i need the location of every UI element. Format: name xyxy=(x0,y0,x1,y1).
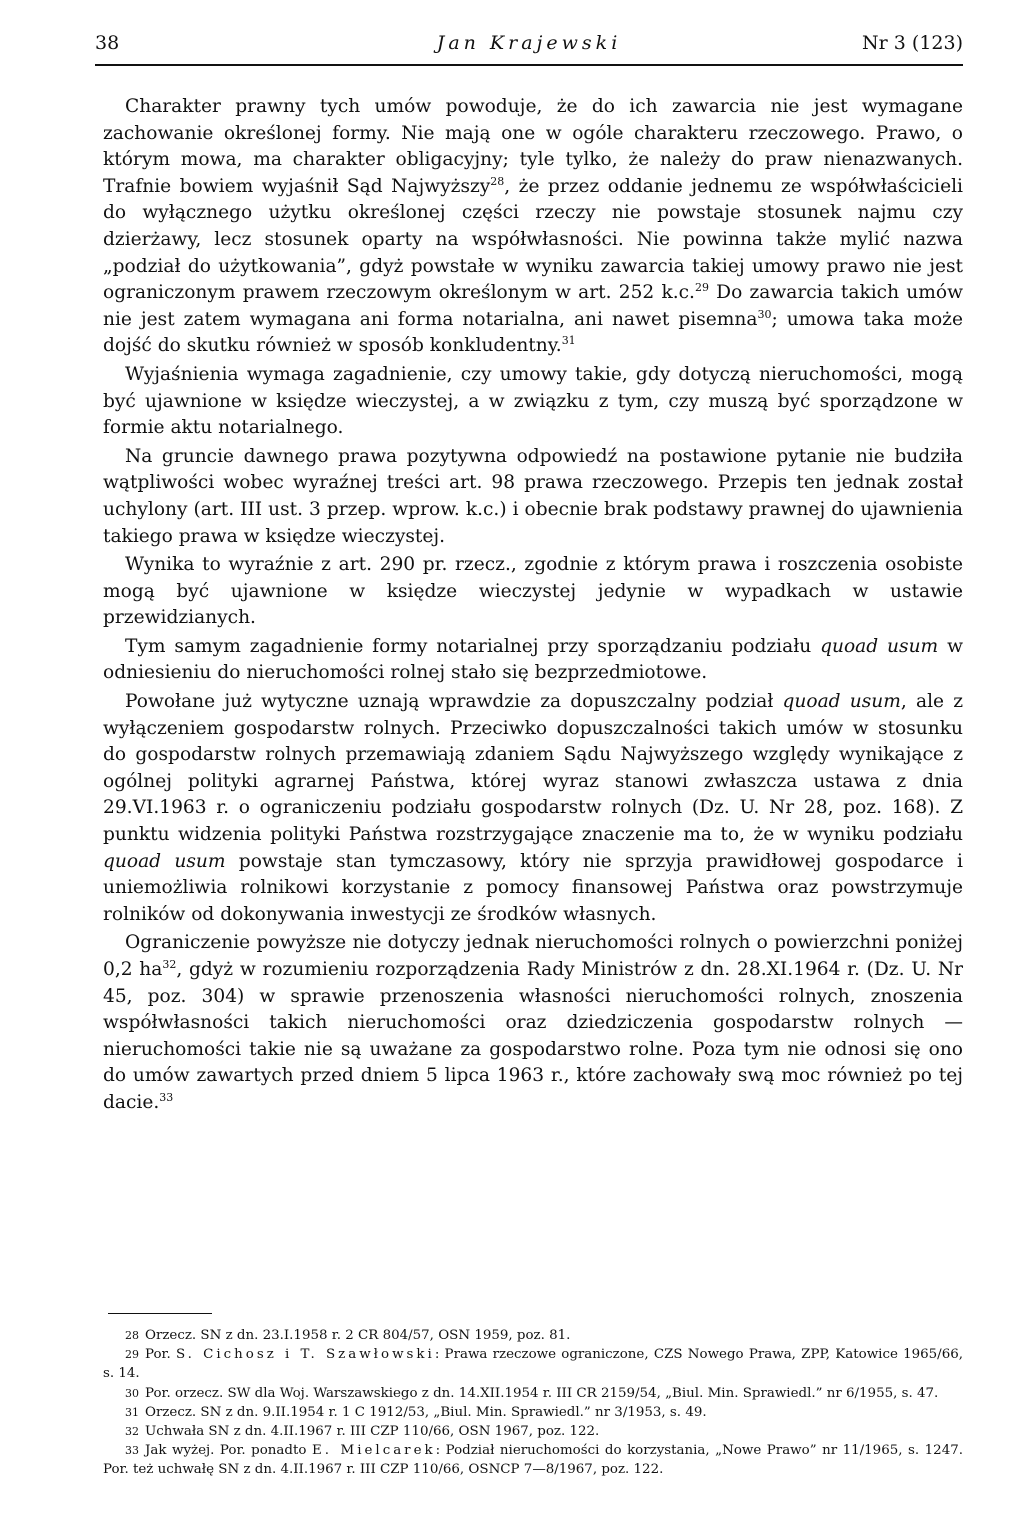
footnote-ref: 32 xyxy=(162,957,177,971)
text-span: Tym samym zagadnienie formy notarialnej przy sporządzaniu podziału xyxy=(125,635,821,657)
paragraph-6 xyxy=(103,689,963,928)
footnote-text: Orzecz. SN z dn. 9.II.1954 r. 1 C 1912/53, „Biul. Min. Sprawiedl.” nr 3/1953, s. 49. xyxy=(145,1404,707,1420)
footnote-text: Por. xyxy=(145,1347,176,1363)
footnote-30 xyxy=(103,1384,963,1403)
paragraph-5 xyxy=(103,634,963,687)
footnotes xyxy=(103,1326,963,1480)
footnote-ref: 29 xyxy=(694,280,709,294)
footnote-28 xyxy=(103,1326,963,1345)
footnote-text: Uchwała SN z dn. 4.II.1967 r. III CZP 110/66, OSN 1967, poz. 122. xyxy=(145,1424,600,1440)
paragraph-1 xyxy=(103,94,963,360)
footnote-text: : Prawa rzeczowe ograniczone, CZS Nowego Prawa, ZPP, Katowice 1965/66, s. 14. xyxy=(103,1347,963,1382)
text-span: , gdyż w rozumieniu rozporządzenia Rady Ministrów z dn. 28.XI.1964 r. (Dz. U. Nr 45, poz. 304) w sprawie przenoszenia własności nieruchomości rolnych, znoszenia współwłasności takich nieruchomości oraz dziedziczenia gospodarstw rolnych — nieruchomości takie nie są uważane za gospodarstwo rolne. Poza tym nie odnosi się ono do umów zawartych przed dniem 5 lipca 1963 r., które zachowały swą moc również po tej dacie. xyxy=(103,959,963,1113)
footnote-number: 30 xyxy=(125,1386,139,1400)
paragraph-3: Na gruncie dawnego prawa pozytywna odpowiedź na postawione pytanie nie budziła wątpliwości wobec wyraźnej treści art. 98 prawa rzeczowego. Przepis ten jednak został uchylony (art. III ust. 3 przep. wprow. k.c.) i obecnie brak podstawy prawnej do ujawnienia takiego prawa w księdze wieczystej. xyxy=(103,445,963,547)
latin-term: quoad usum xyxy=(820,635,939,657)
footnote-ref: 33 xyxy=(159,1090,174,1104)
latin-term: quoad usum xyxy=(782,691,901,713)
text-span: , ale z wyłączeniem gospodarstw rolnych. Przeciwko dopuszczalności takich umów w stosunku do gospodarstw rolnych przemawiają zdaniem Sądu Najwyższego względy wynikające z ogólnej polityki agrarnej Państwa, której wyraz stanowi zwłaszcza ustawa z dnia 29.VI.1963 r. o ograniczeniu podziału gospodarstw rolnych (Dz. U. Nr 28, poz. 168). Z punktu widzenia polityki Państwa rozstrzygające znaczenie ma to, że w wyniku podziału xyxy=(103,691,963,846)
issue-number: Nr 3 (123) xyxy=(862,32,963,54)
footnote-number: 33 xyxy=(125,1444,139,1458)
page-number: 38 xyxy=(95,32,120,54)
footnote-text: Jak wyżej. Por. ponadto xyxy=(145,1443,312,1459)
footnote-number: 29 xyxy=(125,1348,139,1362)
text-span: Do zawarcia takich umów nie jest zatem wymagana ani forma notarialna, ani nawet pisemna xyxy=(103,282,963,330)
text-span: Powołane już wytyczne uznają wprawdzie za dopuszczalny podział xyxy=(125,691,783,713)
text-span: ; umowa taka może dojść do skutku również w sposób konkludentny. xyxy=(103,308,963,357)
footnote-ref: 31 xyxy=(561,334,576,348)
text-span: Charakter prawny tych umów powoduje, że do ich zawarcia nie jest wymagane zachowanie określonej formy. Nie mają one w ogóle charakteru rzeczowego. Prawo, o którym mowa, ma charakter obligacyjny; tyle tylko, że należy do praw nienazwanych. Trafnie bowiem wyjaśnił Sąd Najwyższy xyxy=(103,96,963,197)
main-text xyxy=(103,94,963,1117)
footnote-number: 32 xyxy=(125,1425,139,1439)
footnote-number: 31 xyxy=(125,1405,139,1419)
latin-term: quoad usum xyxy=(103,850,226,872)
footnote-number: 28 xyxy=(125,1329,139,1342)
author-names: S. Cichosz i T. Szawłowski xyxy=(175,1347,435,1363)
header-rule xyxy=(95,64,963,66)
footnote-29 xyxy=(103,1345,963,1383)
text-span: w odniesieniu do nieruchomości rolnej stało się bezprzedmiotowe. xyxy=(103,635,963,684)
text-span: , że przez oddanie jednemu ze współwłaścicieli do wyłącznego użytku określonej części rzeczy nie powstaje stosunek najmu czy dzierżawy, lecz stosunek oparty na współwłasności. Nie powinna także mylić nazwa „podział do użytkowania”, gdyż powstałe w wyniku zawarcia takiej umowy prawo nie jest ograniczonym prawem rzeczowym określonym w art. 252 k.c. xyxy=(103,175,963,304)
author-names: E. Mielcarek xyxy=(311,1443,436,1459)
footnote-ref: 28 xyxy=(490,174,505,188)
footnote-text: Orzecz. SN z dn. 23.I.1958 r. 2 CR 804/57, OSN 1959, poz. 81. xyxy=(145,1328,571,1343)
running-author: Jan Krajewski xyxy=(436,32,622,54)
paragraph-7 xyxy=(103,930,963,1116)
footnote-text: : Podział nieruchomości do korzystania, „Nowe Prawo” nr 11/1965, s. 1247. Por. też uchwałę SN z dn. 4.II.1967 r. III CZP 110/66, OSNCP 7—8/1967, poz. 122. xyxy=(103,1443,963,1478)
footnote-ref: 30 xyxy=(757,307,772,321)
paragraph-4: Wynika to wyraźnie z art. 290 pr. rzecz., zgodnie z którym prawa i roszczenia osobiste mogą być ujawnione w księdze wieczystej jedynie w wypadkach w ustawie przewidzianych. xyxy=(103,554,963,629)
text-span: Ograniczenie powyższe nie dotyczy jednak nieruchomości rolnych o powierzchni poniżej 0,2 ha xyxy=(103,932,963,980)
running-header xyxy=(95,32,963,60)
footnote-33 xyxy=(103,1441,963,1479)
footnote-32 xyxy=(103,1422,963,1441)
footnote-31 xyxy=(103,1403,963,1422)
footnote-rule xyxy=(108,1313,212,1314)
paragraph-2: Wyjaśnienia wymaga zagadnienie, czy umowy takie, gdy dotyczą nieruchomości, mogą być ujawnione w księdze wieczystej, a w związku z tym, czy muszą być sporządzone w formie aktu notarialnego. xyxy=(103,363,963,439)
footnote-text: Por. orzecz. SW dla Woj. Warszawskiego z dn. 14.XII.1954 r. III CR 2159/54, „Biul. Min. Sprawiedl.” nr 6/1955, s. 47. xyxy=(145,1385,939,1401)
text-span: powstaje stan tymczasowy, który nie sprzyja prawidłowej gospodarce i uniemożliwia rolnikowi korzystanie z pomocy finansowej Państwa oraz powstrzymuje rolników od dokonywania inwestycji ze środków własnych. xyxy=(103,850,963,925)
